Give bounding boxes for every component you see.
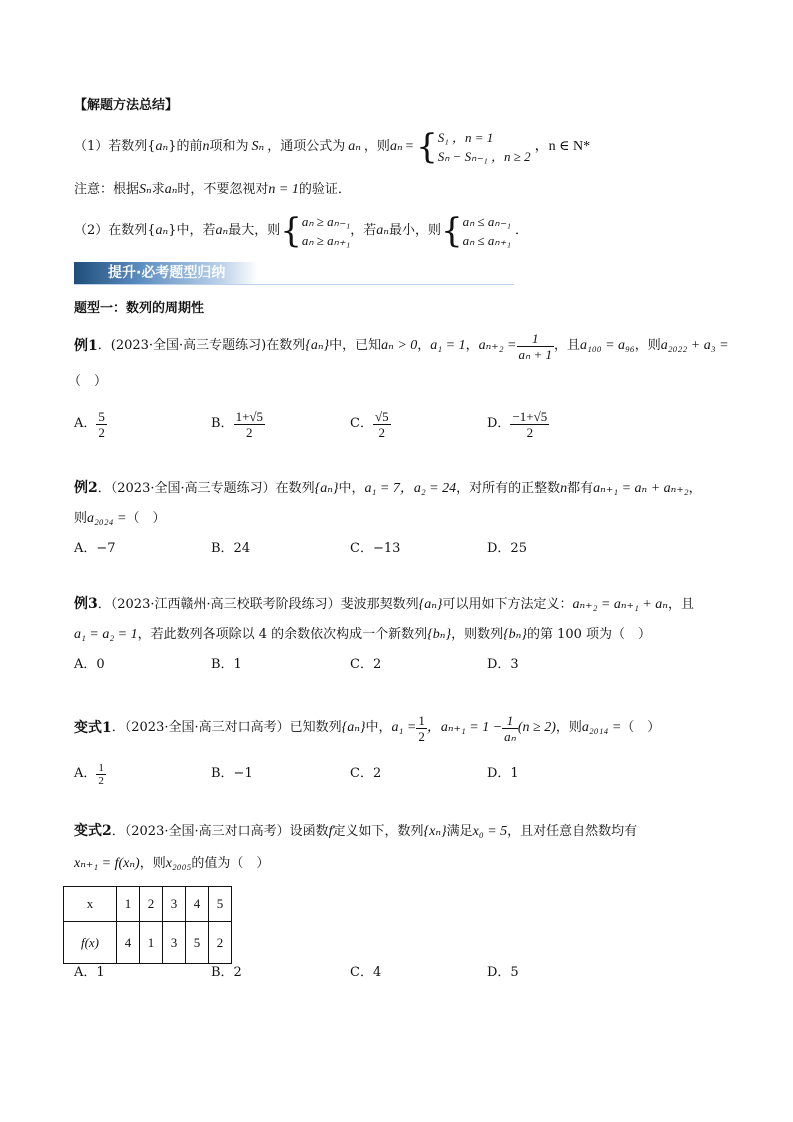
ex2-rel: aₙ₊₁ = aₙ + aₙ₊₂	[593, 481, 689, 496]
table-cell: 3	[163, 887, 186, 922]
ex2-ask: a₂₀₂₄ =	[87, 511, 127, 526]
note-cond: n = 1	[268, 182, 299, 197]
table-cell: 4	[117, 922, 140, 964]
note-tail: 时，不要忽视对	[177, 182, 269, 197]
p1-mid4: ，则	[363, 139, 390, 154]
ex1-cond1: aₙ > 0	[381, 338, 418, 353]
p1-mid3: ，通项公式为	[267, 139, 346, 154]
ex1-opt-c-frac: $\frac{√5}{2}$	[374, 408, 389, 440]
ex2-label: 例2	[74, 480, 98, 496]
type1-title: 题型一：数列的周期性	[74, 301, 205, 316]
p2-an2: aₙ	[215, 223, 229, 238]
table-cell: 5	[209, 887, 232, 922]
note-mid: 求	[151, 182, 165, 197]
p1-an3: aₙ	[389, 139, 403, 154]
ex2-text3: 都有	[567, 481, 594, 496]
table-row	[64, 887, 232, 922]
ex1-option-a: A． $\frac{5}{2}$	[74, 408, 105, 440]
summary-point-1: （1）若数列{ aₙ }的前 n 项和为 Sₙ ，通项公式为 aₙ ，则 aₙ = { S₁ ，n = 1 Sₙ − Sₙ₋₁ ，n ≥ 2 ，n ∈ N*	[74, 127, 591, 167]
ex1-cond4: a₁₀₀ = a₉₆	[579, 338, 635, 353]
p2-mid2: 最大，则	[228, 223, 281, 238]
var1-a1-lhs: a₁ =	[391, 720, 417, 735]
case-system	[438, 128, 531, 166]
table-cell: 3	[163, 922, 186, 964]
ex1-seq: {aₙ}	[305, 338, 330, 353]
var1-blank: （ ）	[621, 720, 661, 735]
ex2-option-d: D．25	[487, 541, 527, 556]
max-1: aₙ ≥ aₙ₋₁	[301, 214, 351, 229]
var1-label: 变式1	[74, 720, 112, 736]
var1-rel-cond: (n ≥ 2)	[517, 720, 556, 735]
var2-label: 变式2	[74, 823, 112, 839]
var2-rel: xₙ₊₁ = f(xₙ)	[74, 856, 140, 871]
var2-seq: {xₙ}	[423, 824, 447, 839]
p1-an: aₙ	[155, 139, 169, 154]
function-table	[63, 886, 232, 964]
ex1-opt-b-frac: $\frac{1+√5}{2}$	[235, 408, 264, 440]
p1-mid1: }的前	[168, 139, 203, 154]
var2-text2: 满足	[446, 824, 473, 839]
table-cell: 2	[140, 887, 163, 922]
ex3-seq-b-2: {bₙ}	[503, 627, 527, 642]
ex3-rel: aₙ₊₂ = aₙ₊₁ + aₙ	[572, 597, 668, 612]
ex1-option-d: D． $\frac{-1+√5}{2}$	[487, 408, 548, 440]
p2-mid4: 最小，则	[388, 223, 441, 238]
note-an: aₙ	[164, 182, 178, 197]
ex3-option-a: A．0	[74, 657, 105, 672]
table-cell: x	[64, 887, 117, 922]
ex3-option-c: C．2	[350, 657, 382, 672]
table-cell: 1	[140, 922, 163, 964]
var1-text2: ，则	[555, 720, 582, 735]
ex1-blank: （ ）	[68, 374, 108, 389]
ex2-text4: ，	[688, 481, 702, 496]
var1-opt-a-frac: $\frac{1}{2}$	[98, 761, 104, 787]
ex2-blank: （ ）	[126, 511, 166, 526]
var2-f: f	[328, 824, 333, 839]
table-cell: 5	[186, 922, 209, 964]
banner-title: 提升·必考题型归纳	[108, 265, 226, 281]
var2-x0: x₀ = 5	[472, 824, 508, 839]
ex1-cond3-lhs: aₙ₊₂ =	[478, 338, 517, 353]
ex1-opt-d-frac: $\frac{-1+√5}{2}$	[512, 408, 548, 440]
banner-underline	[74, 284, 514, 285]
var2-stem	[74, 822, 637, 841]
var1-option-a: A． $\frac{1}{2}$	[74, 761, 104, 787]
ex1-cond2: a₁ = 1	[430, 338, 466, 353]
ex2-option-a: A．−7	[74, 541, 116, 556]
ex3-text1: 可以用如下方法定义：	[442, 597, 573, 612]
ex3-label: 例3	[74, 596, 98, 612]
p1-mid2: 项和为	[209, 139, 249, 154]
ex1-ask: a₂₀₂₂ + a₃ =	[660, 338, 729, 353]
p1-an2: aₙ	[348, 139, 361, 154]
note-prefix: 注意：根据	[74, 182, 140, 197]
var1-ask: a₂₀₁₄ =	[581, 720, 622, 735]
ex1-text3: ，则	[634, 338, 661, 353]
var1-text1: 中，	[365, 720, 392, 735]
ex1-option-c: C． $\frac{√5}{2}$	[350, 408, 389, 440]
ex1-text1: 中，已知	[329, 338, 382, 353]
ex2-cond: a₁ = 7，a₂ = 24	[364, 481, 457, 496]
max-brace: {	[280, 211, 302, 251]
note-sn: Sₙ	[139, 182, 152, 197]
p2-an: aₙ	[155, 223, 169, 238]
p2-an3: aₙ	[376, 223, 389, 238]
ex3-stem	[74, 595, 694, 614]
ex2-source: ．（2023·全国·高三专题练习）在数列	[97, 481, 315, 496]
p1-prefix: （1）若数列{	[74, 139, 156, 154]
max-2: aₙ ≥ aₙ₊₁	[301, 233, 351, 248]
var2-option-a: A．1	[74, 965, 105, 980]
var1-rel-frac: $\frac{1}{\text{aₙ}}$	[504, 712, 516, 744]
var1-rel-lhs: ，aₙ₊₁ = 1 −	[426, 720, 503, 735]
min-brace: {	[440, 211, 463, 251]
ex3-seq-b: {bₙ}	[427, 627, 452, 642]
ex3-seq: {aₙ}	[418, 597, 443, 612]
ex2-line2: 则a₂₀₂₄ =（ ）	[74, 511, 166, 526]
min-2: aₙ ≤ aₙ₊₁	[462, 233, 511, 248]
ex2-seq: {aₙ}	[314, 481, 339, 496]
var2-source: ．（2023·全国·高三对口高考）设函数	[111, 824, 329, 839]
var2-line2: xₙ₊₁ = f(xₙ)，则x₂₀₀₅的值为（ ）	[74, 856, 270, 871]
ex2-text2: ，对所有的正整数	[456, 481, 561, 496]
p1-tail: ，n ∈ N*	[534, 139, 591, 154]
var2-text1: 定义如下，数列	[332, 824, 424, 839]
case-1: S₁ ，n = 1	[437, 130, 494, 145]
ex3-line2-cond: a₁ = a₂ = 1	[74, 627, 138, 642]
ex1-cond3-frac: $\frac{1}{\text{aₙ + 1}}$	[518, 330, 552, 362]
summary-heading: 【解题方法总结】	[74, 98, 179, 113]
table-cell: 4	[186, 887, 209, 922]
ex3-line2: a₁ = a₂ = 1，若此数列各项除以 4 的余数依次构成一个新数列{bₙ}，则数列{bₙ}的第 100 项为（ ）	[74, 627, 652, 642]
var2-option-d: D．5	[487, 965, 519, 980]
p1-n: n	[202, 139, 210, 154]
var1-option-b: B．−1	[211, 766, 253, 781]
p2-mid3: ，若	[350, 223, 377, 238]
ex2-option-c: C．−13	[350, 541, 401, 556]
section-banner	[74, 262, 258, 284]
var1-stem	[74, 708, 660, 748]
p1-sn: Sₙ	[251, 139, 265, 154]
ex1-label: 例1	[74, 338, 98, 354]
table-cell: 1	[117, 887, 140, 922]
ex1-stem: 例1 ．(2023·全国·高三专题练习)在数列 {aₙ} 中，已知 aₙ > 0 ， a₁ = 1 ， aₙ₊₂ = $\frac{1}{\text{aₙ + 1}}$ ，且 a₁₀₀ = a₉₆ ，则 a₂₀₂₂ + a₃ =	[74, 330, 729, 362]
max-system	[302, 212, 350, 250]
table-cell: 2	[209, 922, 232, 964]
min-1: aₙ ≤ aₙ₋₁	[462, 214, 511, 229]
var1-a1-frac: $\frac{1}{2}$	[418, 712, 425, 744]
table-cell: f(x)	[64, 922, 117, 964]
p2-end: ．	[515, 223, 529, 238]
ex3-option-d: D．3	[487, 657, 519, 672]
ex2-stem	[74, 479, 702, 498]
var2-option-b: B．2	[211, 965, 242, 980]
var2-option-c: C．4	[350, 965, 382, 980]
ex3-option-b: B．1	[211, 657, 242, 672]
case-2: Sₙ − Sₙ₋₁ ，n ≥ 2	[437, 149, 531, 164]
var1-option-c: C．2	[350, 766, 382, 781]
ex3-text2: ，且	[667, 597, 694, 612]
p2-mid1: }中，若	[168, 223, 216, 238]
table-row	[64, 922, 232, 964]
note-end: 的验证．	[298, 182, 351, 197]
var1-seq: {aₙ}	[341, 720, 366, 735]
ex3-source: ．（2023·江西赣州·高三校联考阶段练习）斐波那契数列	[97, 597, 419, 612]
ex1-source: ．(2023·全国·高三专题练习)在数列	[97, 338, 306, 353]
summary-note	[74, 181, 351, 199]
ex1-option-b: B． $\frac{1+√5}{2}$	[211, 408, 264, 440]
ex2-n: n	[560, 481, 568, 496]
var2-ask: x₂₀₀₅	[165, 856, 192, 871]
var1-source: ．（2023·全国·高三对口高考）已知数列	[111, 720, 342, 735]
ex1-opt-a-frac: $\frac{5}{2}$	[98, 408, 105, 440]
summary-point-2	[74, 211, 528, 251]
var1-option-d: D．1	[487, 766, 519, 781]
var2-text3: ，且对任意自然数均有	[507, 824, 638, 839]
p2-prefix: （2）在数列{	[74, 223, 156, 238]
ex2-text1: 中，	[338, 481, 365, 496]
case-brace: {	[416, 127, 438, 167]
ex1-text2: ，且	[553, 338, 580, 353]
ex2-option-b: B．24	[211, 541, 251, 556]
min-system	[463, 212, 511, 250]
